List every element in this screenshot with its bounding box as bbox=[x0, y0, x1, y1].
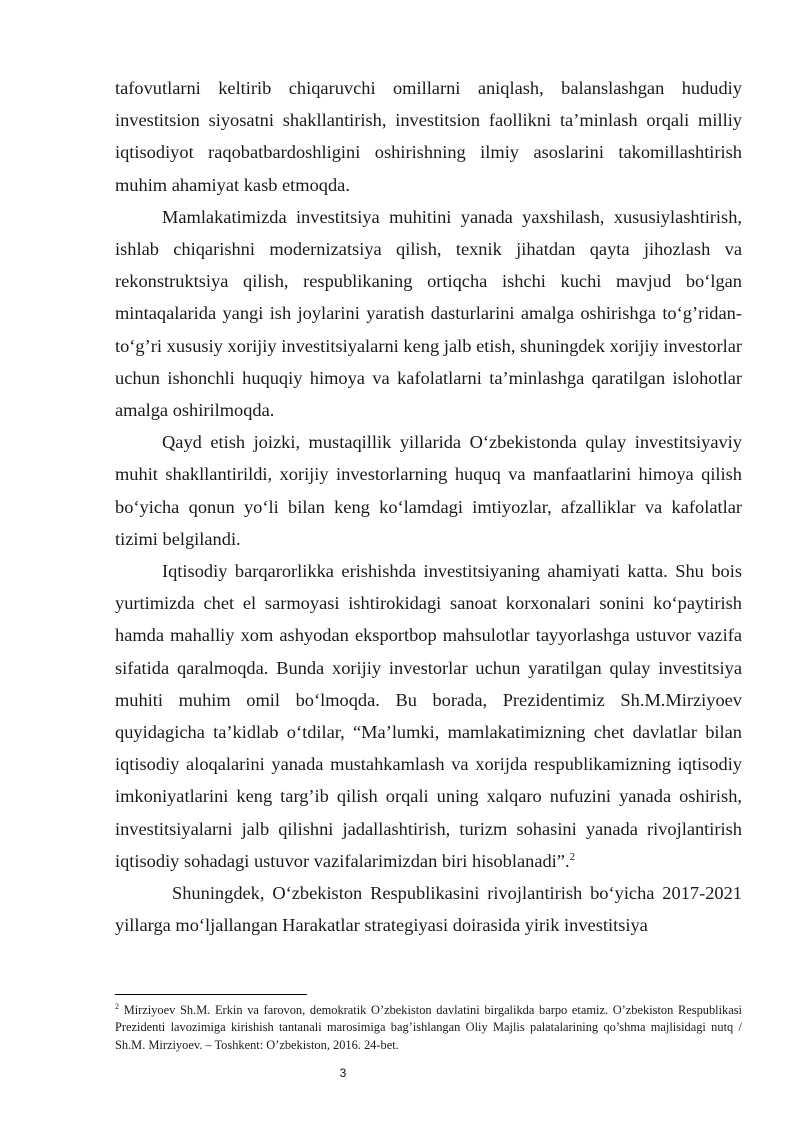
paragraph-independence-years: Qayd etish joizki, mustaqillik yillarida O‘zbekistonda qulay investitsiyaviy muhit shakllantirildi, xorijiy investorlarning huquq va manfaatlarini himoya qilish bo‘yicha qonun yo‘li bilan keng ko‘lamdagi imtiyozlar, afzalliklar va kafolatlar tizimi belgilandi. bbox=[115, 432, 742, 549]
footnote-text: Mirziyoev Sh.M. Erkin va farovon, demokratik O’zbekiston davlatini birgalikda barpo etamiz. O’zbekiston Respublikasi Prezidenti lavozimiga kirishish tantanali marosimiga bag’ishlangan Oliy Majlis palatalarining qo’shma majlisidagi nutq / Sh.M. Mirziyoev. – Toshkent: O’zbekiston, 2016. 24-bet. bbox=[115, 1003, 743, 1052]
body-text bbox=[115, 72, 742, 941]
footnote-separator bbox=[115, 994, 307, 995]
paragraph-action-strategy: Shuningdek, O‘zbekiston Respublikasini rivojlantirish bo‘yicha 2017-2021 yillarga mo‘ljallangan Harakatlar strategiyasi doirasida yirik investitsiya bbox=[115, 883, 742, 936]
paragraph-economic-stability bbox=[115, 555, 742, 877]
footnote-reference[interactable]: 2 bbox=[569, 850, 576, 863]
page-number: 3 bbox=[339, 1066, 347, 1080]
paragraph-economic-stability-text: Iqtisodiy barqarorlikka erishishda investitsiyaning ahamiyati katta. Shu bois yurtimizda chet el sarmoyasi ishtirokidagi sanoat korxonalari sonini ko‘paytirish hamda mahalliy xom ashyodan eksportbop mahsulotlar tayyorlashga ustuvor vazifa sifatida qaralmoqda. Bunda xorijiy investorlar uchun yaratilgan qulay investitsiya muhiti muhim omil bo‘lmoqda. Bu borada, Prezidentimiz Sh.M.Mirziyoev quyidagicha ta’kidlab o‘tdilar, “Ma’lumki, mamlakatimizning chet davlatlar bilan iqtisodiy aloqalarini yanada mustahkamlash va xorijda respublikamizning iqtisodiy imkoniyatlarini keng targ’ib qilish orqali uning xalqaro nufuzini yanada oshirish, investitsiyalarni jalb qilishni jadallashtirish, turizm sohasini yanada rivojlantirish iqtisodiy sohadagi ustuvor vazifalarimizdan biri hisoblanadi”. bbox=[115, 561, 742, 871]
paragraph-investment-climate: Mamlakatimizda investitsiya muhitini yanada yaxshilash, xususiylashtirish, ishlab chiqarishni modernizatsiya qilish, texnik jihatdan qayta jihozlash va rekonstruktsiya qilish, respublikaning ortiqcha ishchi kuchi mavjud bo‘lgan mintaqalarida yangi ish joylarini yaratish dasturlarini amalga oshirishga to‘g’ridan-to‘g’ri xususiy xorijiy investitsiyalarni keng jalb etish, shuningdek xorijiy investorlar uchun ishonchli huquqiy himoya va kafolatlarni ta’minlashga qaratilgan islohotlar amalga oshirilmoqda. bbox=[115, 206, 742, 421]
footnote-marker: 2 bbox=[115, 1002, 119, 1011]
footnote bbox=[115, 1002, 742, 1054]
paragraph-continuation: tafovutlarni keltirib chiqaruvchi omillarni aniqlash, balanslashgan hududiy investitsion siyosatni shakllantirish, investitsion faollikni ta’minlash orqali milliy iqtisodiyot raqobatbardoshligini oshirishning ilmiy asoslarini takomillashtirish muhim ahamiyat kasb etmoqda. bbox=[115, 78, 742, 195]
